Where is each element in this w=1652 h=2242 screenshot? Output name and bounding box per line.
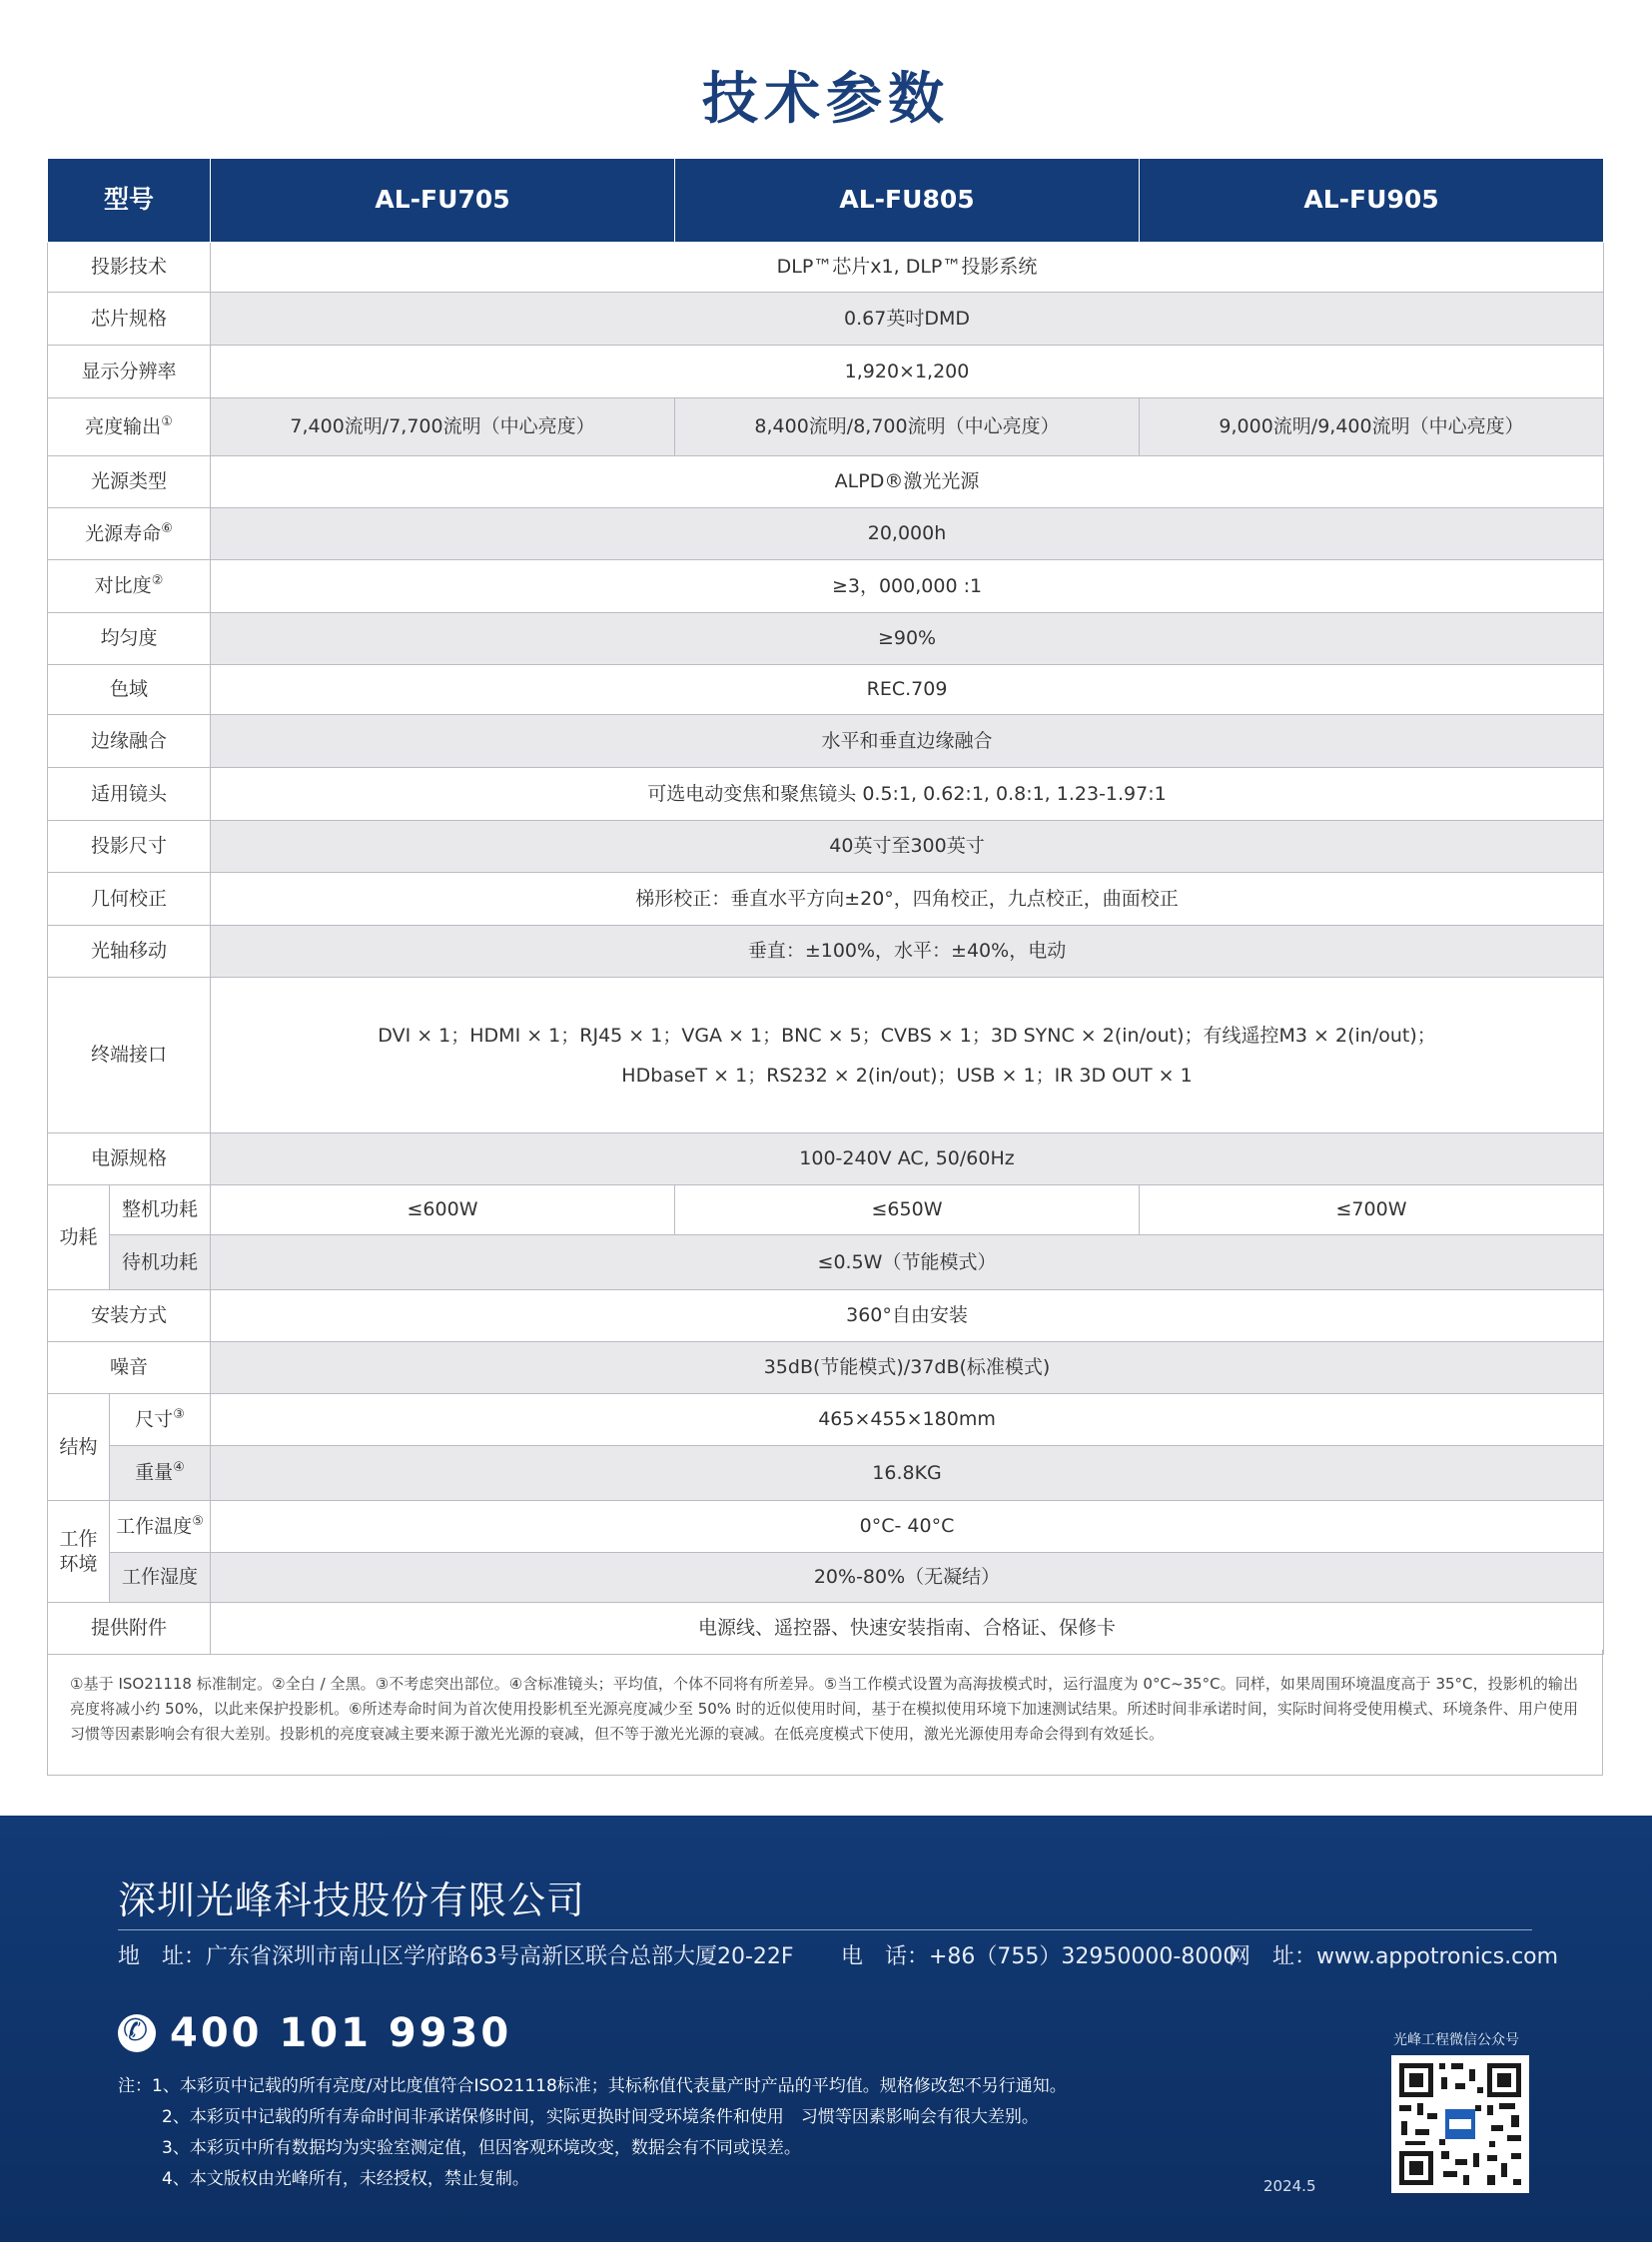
row-value: 0.67英吋DMD [211, 293, 1604, 346]
row-label: 芯片规格 [48, 293, 211, 346]
row-weight [48, 1446, 1604, 1501]
row-label: 工作湿度 [110, 1553, 211, 1603]
row-total-power [48, 1185, 1604, 1235]
row-accessories [48, 1603, 1604, 1655]
phone-icon [118, 2014, 156, 2052]
row-operating-humidity [48, 1553, 1604, 1603]
row-value: 电源线、遥控器、快速安装指南、合格证、保修卡 [211, 1603, 1604, 1655]
row-value: 8,400流明/8,700流明（中心亮度） [675, 398, 1140, 456]
table-header-row [48, 159, 1604, 243]
row-value: 20%-80%（无凝结） [211, 1553, 1604, 1603]
row-label: 光源类型 [48, 456, 211, 508]
row-value: 垂直：±100%，水平：±40%，电动 [211, 926, 1604, 978]
row-value: 20,000h [211, 508, 1604, 560]
row-value: 7,400流明/7,700流明（中心亮度） [211, 398, 675, 456]
row-label: 重量④ [110, 1446, 211, 1501]
row-value: 40英寸至300英寸 [211, 821, 1604, 873]
row-label: 安装方式 [48, 1290, 211, 1342]
row-brightness [48, 398, 1604, 456]
row-label: 均匀度 [48, 613, 211, 665]
row-label: 投影尺寸 [48, 821, 211, 873]
row-lens-shift [48, 926, 1604, 978]
group-label-structure: 结构 [48, 1394, 110, 1501]
row-label: 适用镜头 [48, 768, 211, 821]
row-chip [48, 293, 1604, 346]
row-value: 1,920×1,200 [211, 346, 1604, 398]
row-dimensions [48, 1394, 1604, 1446]
row-standby-power [48, 1235, 1604, 1290]
row-label: 几何校正 [48, 873, 211, 926]
row-value: ≤700W [1140, 1185, 1604, 1235]
row-label: 投影技术 [48, 243, 211, 293]
company-phone: 电 话：+86（755）32950000-8000 [841, 1944, 1238, 1969]
row-value: DLP™芯片x1, DLP™投影系统 [211, 243, 1604, 293]
row-value: ≤0.5W（节能模式） [211, 1235, 1604, 1290]
header-model-3: AL-FU905 [1140, 159, 1604, 243]
row-label: 光源寿命⑥ [48, 508, 211, 560]
qr-label: 光峰工程微信公众号 [1393, 2032, 1519, 2048]
row-light-life [48, 508, 1604, 560]
row-value: DVI × 1；HDMI × 1；RJ45 × 1；VGA × 1；BNC × 5；CVBS × 1；3D SYNC × 2(in/out)；有线遥控M3 × 2(in/out)； HDbaseT × 1；RS232 × 2(in/out)；USB × 1；IR 3D OUT × 1 [211, 978, 1604, 1133]
hotline [118, 2010, 511, 2056]
row-lens [48, 768, 1604, 821]
row-label: 色域 [48, 665, 211, 715]
row-label: 电源规格 [48, 1133, 211, 1185]
company-name: 深圳光峰科技股份有限公司 [118, 1878, 586, 1922]
row-value: ≤650W [675, 1185, 1140, 1235]
row-value: 360°自由安装 [211, 1290, 1604, 1342]
row-contrast [48, 560, 1604, 613]
row-projection-tech [48, 243, 1604, 293]
row-terminals [48, 978, 1604, 1133]
wechat-qr-code [1391, 2055, 1529, 2193]
row-label: 工作温度⑤ [110, 1501, 211, 1553]
page-title: 技术参数 [702, 67, 950, 132]
row-label: 光轴移动 [48, 926, 211, 978]
footer-note: 注：1、本彩页中记载的所有亮度/对比度值符合ISO21118标准；其标称值代表量产时产品的平均值。规格修改恕不另行通知。 [118, 2076, 1067, 2096]
row-label: 尺寸③ [110, 1394, 211, 1446]
footer-note: 4、本文版权由光峰所有，未经授权，禁止复制。 [162, 2169, 529, 2189]
row-value: REC.709 [211, 665, 1604, 715]
row-value: 16.8KG [211, 1446, 1604, 1501]
row-value: 9,000流明/9,400流明（中心亮度） [1140, 398, 1604, 456]
footer-note: 2、本彩页中记载的所有寿命时间非承诺保修时间，实际更换时间受环境条件和使用 习惯等因素影响会有很大差别。 [162, 2107, 1039, 2127]
row-label: 噪音 [48, 1342, 211, 1394]
row-value: 可选电动变焦和聚焦镜头 0.5:1, 0.62:1, 0.8:1, 1.23-1.97:1 [211, 768, 1604, 821]
footer-notes [118, 2071, 1067, 2195]
footer-divider [118, 1929, 1532, 1930]
row-value: ≤600W [211, 1185, 675, 1235]
spec-footnotes: ①基于 ISO21118 标准制定。②全白 / 全黑。③不考虑突出部位。④含标准镜头；平均值，个体不同将有所差异。⑤当工作模式设置为高海拔模式时，运行温度为 0°C~35°C。同样，如果周围环境温度高于 35°C，投影机的输出亮度将减小约 50%，以此来保护投影机。⑥所述寿命时间为首次使用投影机至光源亮度减少至 50% 时的近似使用时间，基于在模拟使用环境下加速测试结果。所述时间非承诺时间，实际时间将受使用模式、环境条件、用户使用习惯等因素影响会有很大差别。投影机的亮度衰减主要来源于激光光源的衰减，但不等于激光光源的衰减。在低亮度模式下使用，激光光源使用寿命会得到有效延长。 [47, 1650, 1603, 1776]
row-value: ≥3，000,000 :1 [211, 560, 1604, 613]
header-model-1: AL-FU705 [211, 159, 675, 243]
row-value: ALPD®激光光源 [211, 456, 1604, 508]
group-label-environment: 工作 环境 [48, 1501, 110, 1603]
row-gamut [48, 665, 1604, 715]
row-value: 100-240V AC, 50/60Hz [211, 1133, 1604, 1185]
spec-table [47, 158, 1604, 1655]
row-label: 边缘融合 [48, 715, 211, 768]
company-address: 地 址：广东省深圳市南山区学府路63号高新区联合总部大厦20-22F [118, 1944, 794, 1969]
row-projection-size [48, 821, 1604, 873]
row-value: 35dB(节能模式)/37dB(标准模式) [211, 1342, 1604, 1394]
row-uniformity [48, 613, 1604, 665]
row-value: 465×455×180mm [211, 1394, 1604, 1446]
row-resolution [48, 346, 1604, 398]
row-value: 梯形校正：垂直水平方向±20°，四角校正，九点校正，曲面校正 [211, 873, 1604, 926]
header-model-2: AL-FU805 [675, 159, 1140, 243]
row-label: 终端接口 [48, 978, 211, 1133]
row-light-source [48, 456, 1604, 508]
row-label: 整机功耗 [110, 1185, 211, 1235]
row-blending [48, 715, 1604, 768]
header-model-label: 型号 [48, 159, 211, 243]
hotline-number: 400 101 9930 [170, 2010, 512, 2056]
row-value: 水平和垂直边缘融合 [211, 715, 1604, 768]
row-noise [48, 1342, 1604, 1394]
row-value: ≥90% [211, 613, 1604, 665]
row-label: 亮度输出① [48, 398, 211, 456]
row-value: 0°C- 40°C [211, 1501, 1604, 1553]
row-label: 对比度② [48, 560, 211, 613]
row-label: 提供附件 [48, 1603, 211, 1655]
row-label: 待机功耗 [110, 1235, 211, 1290]
company-website[interactable]: 网 址：www.appotronics.com [1229, 1944, 1559, 1969]
footer [0, 1816, 1652, 2242]
publish-date: 2024.5 [1263, 2177, 1316, 2195]
row-power [48, 1133, 1604, 1185]
row-geometry [48, 873, 1604, 926]
footer-note: 3、本彩页中所有数据均为实验室测定值，但因客观环境改变，数据会有不同或误差。 [162, 2138, 801, 2158]
row-label: 显示分辨率 [48, 346, 211, 398]
group-label-power: 功耗 [48, 1185, 110, 1290]
row-install [48, 1290, 1604, 1342]
row-operating-temp [48, 1501, 1604, 1553]
